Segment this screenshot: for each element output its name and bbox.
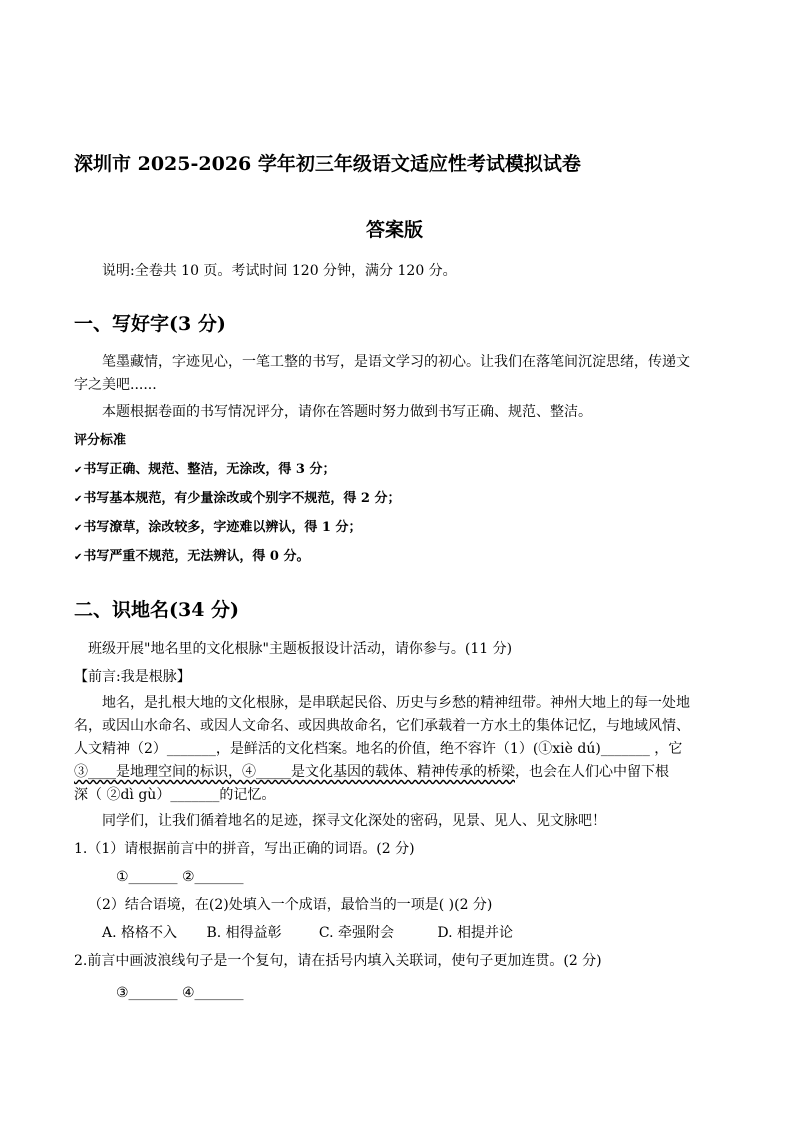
criteria-item: ✔书写正确、规范、整洁，无涂改，得 3 分；: [74, 462, 336, 477]
option-c[interactable]: C. 牵强附会: [318, 925, 395, 941]
option-a[interactable]: A. 格格不入: [102, 925, 178, 941]
exam-title: 深圳市 2025-2026 学年初三年级语文适应性考试模拟试卷: [74, 153, 581, 175]
preface-line: ③____是地理空间的标识，④_____是文化基因的载体、精神传承的桥梁，也会在人们心中留下根: [74, 764, 669, 780]
preface-line: 深（ ②dì gù）_______的记忆。: [74, 787, 276, 803]
question-1-2-options: [102, 924, 513, 942]
preface-line: 名，或因山水命名、或因人文命名、或因典故命名，它们承载着一方水土的集体记忆，与地域风情、: [74, 718, 690, 734]
section2-heading: 二、识地名(34 分): [74, 599, 240, 621]
check-icon: ✔: [74, 523, 83, 534]
exam-instructions: 说明:全卷共 10 页。考试时间 120 分钟，满分 120 分。: [102, 263, 457, 279]
criteria-item: ✔书写严重不规范，无法辨认，得 0 分。: [74, 549, 310, 564]
question-1-2-stem: （2）结合语境，在(2)处填入一个成语，最恰当的一项是( )(2 分): [88, 897, 493, 913]
preface-line: 人文精神（2）_______，是鲜活的文化档案。地名的价值，绝不容许（1）(①xiè dú)_______ ，它: [74, 741, 683, 757]
check-icon: ✔: [74, 494, 83, 505]
question-1-stem: 1.（1）请根据前言中的拼音，写出正确的词语。(2 分): [74, 841, 415, 857]
check-icon: ✔: [74, 465, 83, 476]
check-icon: ✔: [74, 552, 83, 563]
criteria-title: 评分标准: [74, 433, 127, 448]
wavy-underlined-sentence: ③____是地理空间的标识，④_____是文化基因的载体、精神传承的桥梁: [74, 764, 515, 780]
criteria-item: ✔书写潦草，涂改较多，字迹难以辨认，得 1 分；: [74, 520, 362, 535]
option-d[interactable]: D. 相提并论: [437, 925, 513, 941]
section1-para1-line2: 字之美吧......: [74, 377, 157, 393]
option-b[interactable]: B. 相得益彰: [206, 925, 282, 941]
section2-intro: 班级开展"地名里的文化根脉"主题板报设计活动，请你参与。(11 分): [88, 641, 513, 657]
exam-subtitle: 答案版: [366, 219, 424, 241]
criteria-item: ✔书写基本规范，有少量涂改或个别字不规范，得 2 分；: [74, 491, 401, 506]
question-2-answer-blanks[interactable]: ③_______ ④_______: [116, 985, 244, 1001]
preface-closing: 同学们，让我们循着地名的足迹，探寻文化深处的密码，见景、见人、见文脉吧！: [102, 813, 606, 829]
section1-heading: 一、写好字(3 分): [74, 313, 226, 335]
preface-label: 【前言:我是根脉】: [74, 669, 191, 685]
section1-para2: 本题根据卷面的书写情况评分，请你在答题时努力做到书写正确、规范、整洁。: [102, 404, 592, 420]
question-2-stem: 2.前言中画波浪线句子是一个复句，请在括号内填入关联词，使句子更加连贯。(2 分): [74, 953, 602, 969]
question-1-answer-blanks[interactable]: ①_______ ②_______: [116, 869, 244, 885]
preface-line: 地名，是扎根大地的文化根脉，是串联起民俗、历史与乡愁的精神纽带。神州大地上的每一处地: [102, 695, 690, 711]
section1-para1-line1: 笔墨藏情，字迹见心，一笔工整的书写，是语文学习的初心。让我们在落笔间沉淀思绪，传递文: [102, 354, 690, 370]
